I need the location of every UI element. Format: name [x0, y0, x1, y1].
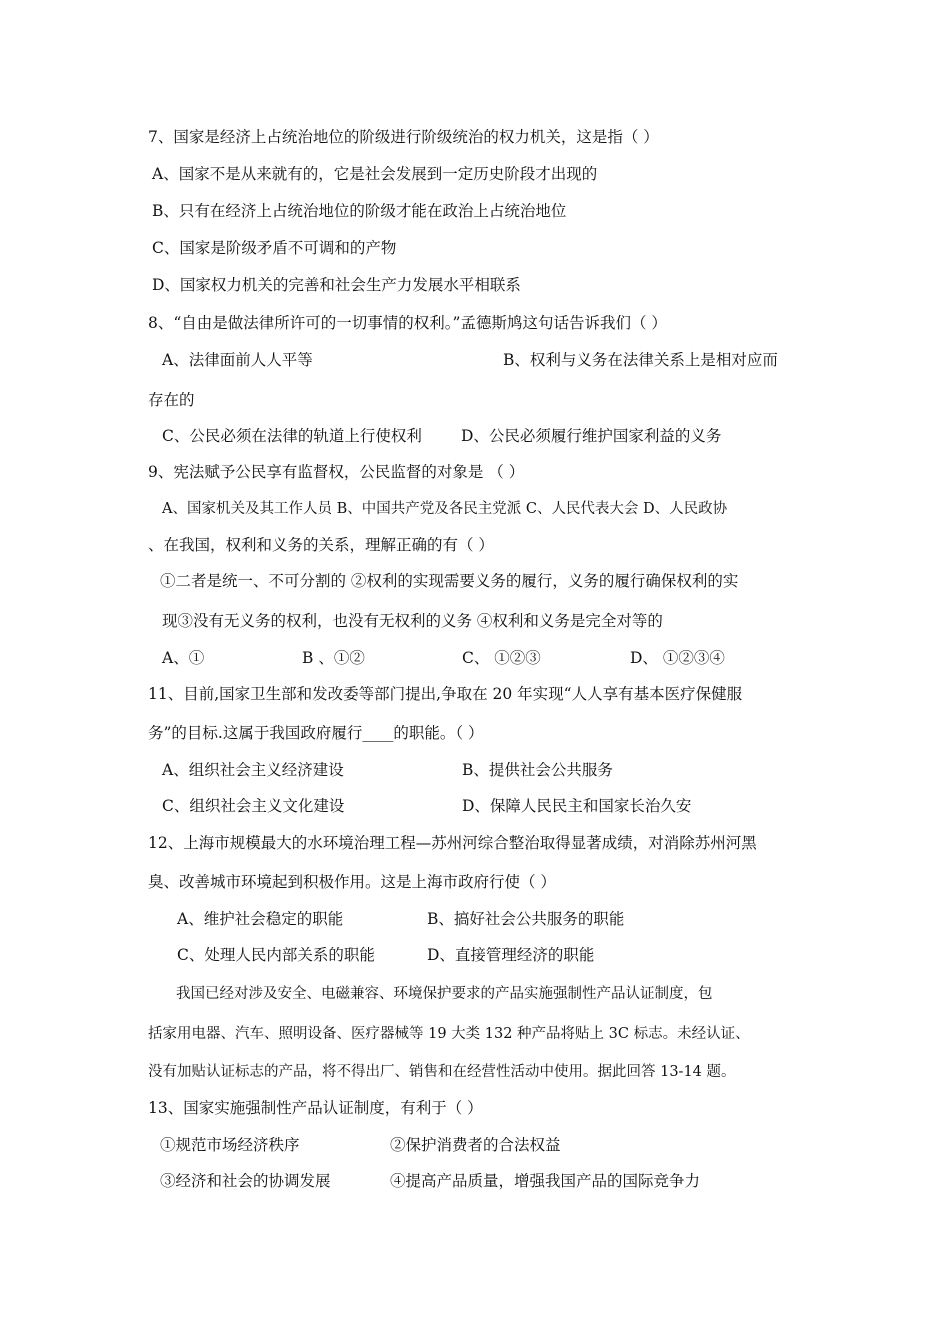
option-12d: D、直接管理经济的职能	[427, 946, 595, 964]
passage-line-3: 没有加贴认证标志的产品，将不得出厂、销售和在经营性活动中使用。据此回答 13-14 题。	[148, 1064, 736, 1080]
option-7b: B、只有在经济上占统治地位的阶级才能在政治上占统治地位	[152, 202, 567, 220]
option-7c: C、国家是阶级矛盾不可调和的产物	[152, 239, 397, 257]
statement-13-3: ③经济和社会的协调发展	[160, 1172, 331, 1190]
option-10c: C、 ①②③	[462, 649, 541, 667]
statements-10-line2: 现③没有无义务的权利，也没有无权利的义务 ④权利和义务是完全对等的	[162, 612, 663, 630]
option-8d: D、公民必须履行维护国家利益的义务	[461, 427, 722, 445]
question-10: 、在我国，权利和义务的关系，理解正确的有（ ）	[148, 536, 494, 554]
option-10a: A、①	[162, 649, 205, 667]
question-13: 13、国家实施强制性产品认证制度，有利于（ ）	[148, 1099, 483, 1117]
option-12c: C、处理人民内部关系的职能	[177, 946, 375, 964]
question-9: 9、宪法赋予公民享有监督权，公民监督的对象是 （ ）	[148, 463, 525, 481]
statements-10-line1: ①二者是统一、不可分割的 ②权利的实现需要义务的履行，义务的履行确保权利的实	[160, 572, 739, 590]
question-12: 12、上海市规模最大的水环境治理工程—苏州河综合整治取得显著成绩，对消除苏州河黑	[148, 834, 757, 852]
passage-line-1: 我国已经对涉及安全、电磁兼容、环境保护要求的产品实施强制性产品认证制度，包	[176, 986, 713, 1002]
option-11c: C、组织社会主义文化建设	[162, 797, 345, 815]
option-12b: B、搞好社会公共服务的职能	[427, 910, 625, 928]
question-12-continued: 臭、改善城市环境起到积极作用。这是上海市政府行使（ ）	[148, 873, 556, 891]
question-11-continued: 务”的目标.这属于我国政府履行____的职能。（ ）	[148, 724, 484, 742]
option-11b: B、提供社会公共服务	[462, 761, 613, 779]
statement-13-4: ④提高产品质量，增强我国产品的国际竞争力	[390, 1172, 701, 1190]
option-10b: B 、①②	[302, 649, 365, 667]
question-8: 8、“自由是做法律所许可的一切事情的权利。”孟德斯鸠这句话告诉我们（ ）	[148, 314, 667, 332]
option-10d: D、 ①②③④	[630, 649, 725, 667]
question-7: 7、国家是经济上占统治地位的阶级进行阶级统治的权力机关，这是指（ ）	[148, 128, 659, 146]
option-7d: D、国家权力机关的完善和社会生产力发展水平相联系	[152, 276, 521, 294]
statement-13-2: ②保护消费者的合法权益	[390, 1136, 561, 1154]
option-8a: A、法律面前人人平等	[162, 351, 313, 369]
option-12a: A、维护社会稳定的职能	[177, 910, 344, 928]
statement-13-1: ①规范市场经济秩序	[160, 1136, 300, 1154]
passage-line-2: 括家用电器、汽车、照明设备、医疗器械等 19 大类 132 种产品将贴上 3C 标志。未经认证、	[148, 1026, 750, 1042]
option-8b: B、权利与义务在法律关系上是相对应而	[503, 351, 778, 369]
options-9: A、国家机关及其工作人员 B、中国共产党及各民主党派 C、人民代表大会 D、人民政协	[162, 501, 728, 517]
option-11a: A、组织社会主义经济建设	[162, 761, 344, 779]
question-11: 11、目前,国家卫生部和发改委等部门提出,争取在 20 年实现“人人享有基本医疗保健服	[148, 685, 743, 703]
option-8b-continued: 存在的	[148, 391, 195, 409]
option-8c: C、公民必须在法律的轨道上行使权利	[162, 427, 422, 445]
option-11d: D、保障人民民主和国家长治久安	[462, 797, 692, 815]
option-7a: A、国家不是从来就有的，它是社会发展到一定历史阶段才出现的	[152, 165, 598, 183]
